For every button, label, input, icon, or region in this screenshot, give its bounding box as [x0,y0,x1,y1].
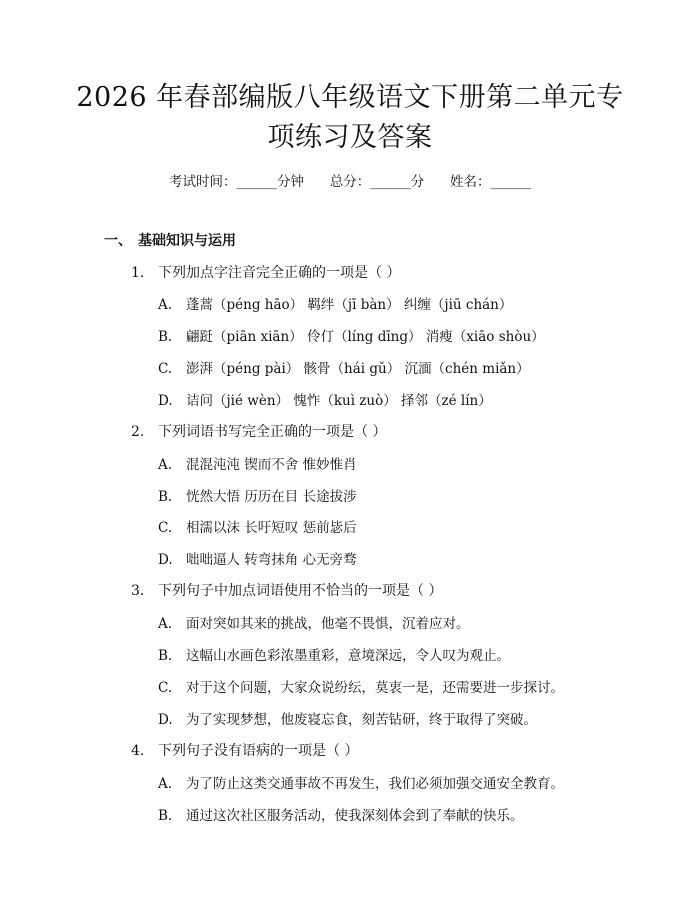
question-number: 2. [131,424,145,440]
exam-meta-line: 考试时间：______分钟 总分：______分 姓名：______ [169,174,531,190]
title-line-1: 2026 年春部编版八年级语文下册第二单元专 [76,82,624,113]
option-text: 咄咄逼人 转弯抹角 心无旁骛 [186,552,357,568]
question-number: 3. [131,583,145,599]
option-text: 为了实现梦想，他废寝忘食，刻苦钻研，终于取得了突破。 [186,712,537,728]
option-letter: A. [158,776,173,792]
option-letter: C. [158,520,173,536]
option-letter: A. [158,616,173,632]
question-3-option-c [158,676,564,696]
option-text: 恍然大悟 历历在目 长途拔涉 [186,489,357,505]
question-1-option-b [158,325,545,345]
option-letter: B. [158,808,173,824]
question-4-option-a [158,772,564,792]
question-text: 下列句子没有语病的一项是（ ） [158,743,359,759]
option-text: 蓬蒿（péng hāo） 羁绊（jī bàn） 纠缠（jiū chán） [186,297,513,313]
question-3-stem [131,580,442,600]
option-letter: B. [158,489,173,505]
question-3-option-d [158,708,537,728]
question-text: 下列词语书写完全正确的一项是（ ） [158,424,387,440]
option-letter: B. [158,329,173,345]
option-letter: C. [158,680,173,696]
option-text: 面对突如其来的挑战，他毫不畏惧，沉着应对。 [186,616,470,632]
option-text: 诘问（jié wèn） 愧怍（kuì zuò） 择邻（zé lín） [186,393,492,409]
question-2-option-b [158,485,357,505]
section-title: 基础知识与运用 [138,233,236,249]
question-1-option-a [158,293,512,313]
option-letter: C. [158,361,173,377]
option-text: 这幅山水画色彩浓墨重彩，意境深远，令人叹为观止。 [186,648,510,664]
question-2-stem [131,421,386,441]
document-title [0,78,700,158]
section-heading [104,230,236,250]
option-text: 相濡以沫 长吁短叹 惩前毖后 [186,520,357,536]
question-4-stem [131,740,358,760]
option-letter: D. [158,393,173,409]
question-text: 下列加点字注音完全正确的一项是（ ） [158,265,401,281]
option-text: 对于这个问题，大家众说纷纭，莫衷一是，还需要进一步探讨。 [186,680,564,696]
question-text: 下列句子中加点词语使用不恰当的一项是（ ） [158,583,443,599]
question-number: 4. [131,743,145,759]
question-3-option-b [158,644,510,664]
option-text: 混混沌沌 锲而不舍 惟妙惟肖 [186,457,357,473]
question-2-option-a [158,453,357,473]
question-4-option-b [158,804,524,824]
option-text: 为了防止这类交通事故不再发生，我们必须加强交通安全教育。 [186,776,564,792]
option-text: 通过这次社区服务活动，使我深刻体会到了奉献的快乐。 [186,808,524,824]
option-letter: A. [158,457,173,473]
question-3-option-a [158,612,470,632]
option-letter: D. [158,552,173,568]
section-number: 一、 [104,233,132,249]
option-letter: A. [158,297,173,313]
question-number: 1. [131,265,145,281]
title-line-2: 项练习及答案 [267,122,433,153]
question-1-stem [131,262,400,282]
question-2-option-d [158,548,357,568]
option-letter: D. [158,712,173,728]
question-1-option-d [158,389,492,409]
option-text: 澎湃（péng pài） 骸骨（hái gǔ） 沉湎（chén miǎn） [186,361,530,377]
option-letter: B. [158,648,173,664]
option-text: 翩跹（piān xiān） 伶仃（líng dīng） 消瘦（xiāo shòu） [186,329,545,345]
question-2-option-c [158,516,357,536]
question-1-option-c [158,357,530,377]
